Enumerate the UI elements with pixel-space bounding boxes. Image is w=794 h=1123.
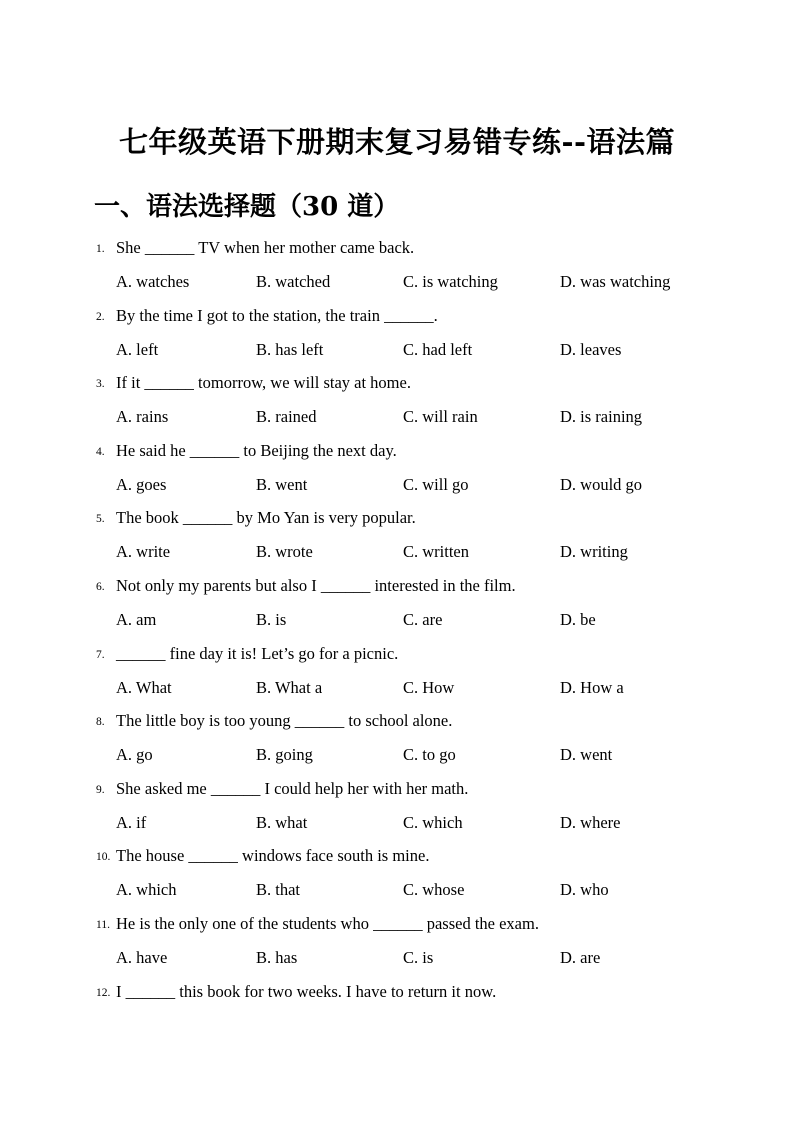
question-item — [0, 642, 794, 710]
answer-option: C. is watching — [403, 272, 498, 291]
question-item — [0, 304, 794, 372]
question-text: He is the only one of the students who ______ passed the exam. — [116, 913, 539, 933]
answer-option: A. go — [116, 745, 153, 765]
question-text: The book ______ by Mo Yan is very popular. — [116, 508, 416, 528]
question-stem — [96, 574, 516, 599]
answer-option: D. leaves — [560, 339, 622, 359]
question-number: 3. — [96, 378, 105, 391]
answer-option: C. to go — [403, 745, 456, 765]
answer-option: A. What — [116, 677, 172, 697]
answer-options — [116, 540, 756, 564]
answer-option: D. would go — [560, 474, 643, 494]
answer-option: A. watches — [116, 272, 190, 291]
answer-option: D. was watching — [560, 272, 671, 291]
question-stem — [96, 439, 397, 464]
answer-options — [116, 743, 756, 767]
answer-option: B. going — [256, 745, 313, 765]
question-text: By the time I got to the station, the train ______. — [116, 305, 438, 325]
question-list — [0, 236, 794, 1047]
question-stem — [96, 371, 411, 396]
answer-options — [116, 946, 756, 970]
question-text: He said he ______ to Beijing the next day. — [116, 440, 397, 460]
question-number: 12. — [96, 986, 111, 999]
answer-option: A. left — [116, 339, 159, 359]
answer-option: D. is raining — [560, 407, 643, 427]
answer-options — [116, 405, 756, 429]
question-stem — [96, 709, 452, 734]
answer-options — [116, 811, 756, 835]
answer-option: D. writing — [560, 542, 628, 562]
answer-option: B. went — [256, 474, 308, 494]
answer-option: D. where — [560, 812, 621, 832]
answer-options — [116, 676, 756, 700]
question-stem — [96, 844, 429, 869]
answer-option: B. watched — [256, 272, 331, 291]
answer-option: D. who — [560, 880, 609, 900]
question-stem — [96, 236, 414, 261]
answer-option: C. How — [403, 677, 455, 697]
question-item — [0, 236, 794, 304]
document-title: 七年级英语下册期末复习易错专练--语法篇 — [118, 125, 676, 159]
answer-option: C. which — [403, 812, 463, 832]
answer-option: C. whose — [403, 880, 465, 900]
answer-option: C. are — [403, 609, 443, 629]
question-number: 11. — [96, 918, 110, 931]
question-number: 10. — [96, 851, 111, 864]
answer-option: C. is — [403, 947, 434, 967]
question-stem — [96, 912, 539, 937]
question-number: 1. — [96, 243, 105, 255]
question-item — [0, 980, 794, 1048]
answer-option: D. be — [560, 609, 596, 629]
question-stem — [96, 980, 496, 1005]
answer-option: A. rains — [116, 407, 169, 427]
question-stem — [96, 304, 438, 329]
answer-option: B. wrote — [256, 542, 313, 562]
answer-option: A. am — [116, 609, 157, 629]
question-text: If it ______ tomorrow, we will stay at home. — [116, 373, 411, 393]
answer-option: B. that — [256, 880, 300, 900]
question-number: 8. — [96, 716, 105, 729]
answer-option: A. if — [116, 812, 147, 832]
answer-options — [116, 473, 756, 497]
question-item — [0, 844, 794, 912]
answer-option: A. which — [116, 880, 177, 900]
answer-option: A. have — [116, 947, 168, 967]
answer-option: A. write — [116, 542, 171, 562]
question-item — [0, 912, 794, 980]
question-item — [0, 371, 794, 439]
question-text: She asked me ______ I could help her with her math. — [116, 778, 469, 798]
answer-option: B. rained — [256, 407, 317, 427]
answer-options — [116, 878, 756, 902]
question-item — [0, 506, 794, 574]
answer-option: C. will go — [403, 474, 469, 494]
question-number: 5. — [96, 513, 105, 526]
answer-option: D. How a — [560, 677, 624, 697]
question-stem — [96, 506, 416, 531]
answer-option: B. has left — [256, 339, 324, 359]
question-item — [0, 709, 794, 777]
question-text: The little boy is too young ______ to school alone. — [116, 711, 453, 731]
question-number: 2. — [96, 310, 105, 323]
answer-option: B. what — [256, 812, 308, 832]
question-number: 4. — [96, 445, 105, 458]
answer-option: C. had left — [403, 339, 473, 359]
answer-option: C. will rain — [403, 407, 478, 427]
answer-option: B. has — [256, 947, 298, 967]
answer-option: B. is — [256, 609, 287, 629]
answer-option: D. are — [560, 947, 601, 967]
section-heading: 一、语法选择题（30 道） — [94, 192, 400, 222]
question-stem — [96, 777, 468, 802]
answer-options — [116, 608, 756, 632]
question-item — [0, 777, 794, 845]
question-stem — [96, 642, 398, 667]
answer-options — [116, 270, 756, 294]
answer-option: A. goes — [116, 474, 167, 494]
question-text: ______ fine day it is! Let’s go for a picnic. — [116, 643, 399, 663]
question-text: Not only my parents but also I ______ interested in the film. — [116, 575, 516, 595]
question-text: She ______ TV when her mother came back. — [116, 238, 415, 257]
answer-option: B. What a — [256, 677, 323, 697]
question-item — [0, 439, 794, 507]
answer-option: D. went — [560, 745, 613, 765]
question-text: I ______ this book for two weeks. I have to return it now. — [116, 981, 497, 1001]
question-text: The house ______ windows face south is mine. — [116, 846, 430, 866]
question-number: 6. — [96, 580, 105, 593]
answer-options — [116, 338, 756, 362]
question-item — [0, 574, 794, 642]
question-number: 7. — [96, 648, 105, 661]
answer-option: C. written — [403, 542, 469, 562]
question-number: 9. — [96, 783, 105, 796]
